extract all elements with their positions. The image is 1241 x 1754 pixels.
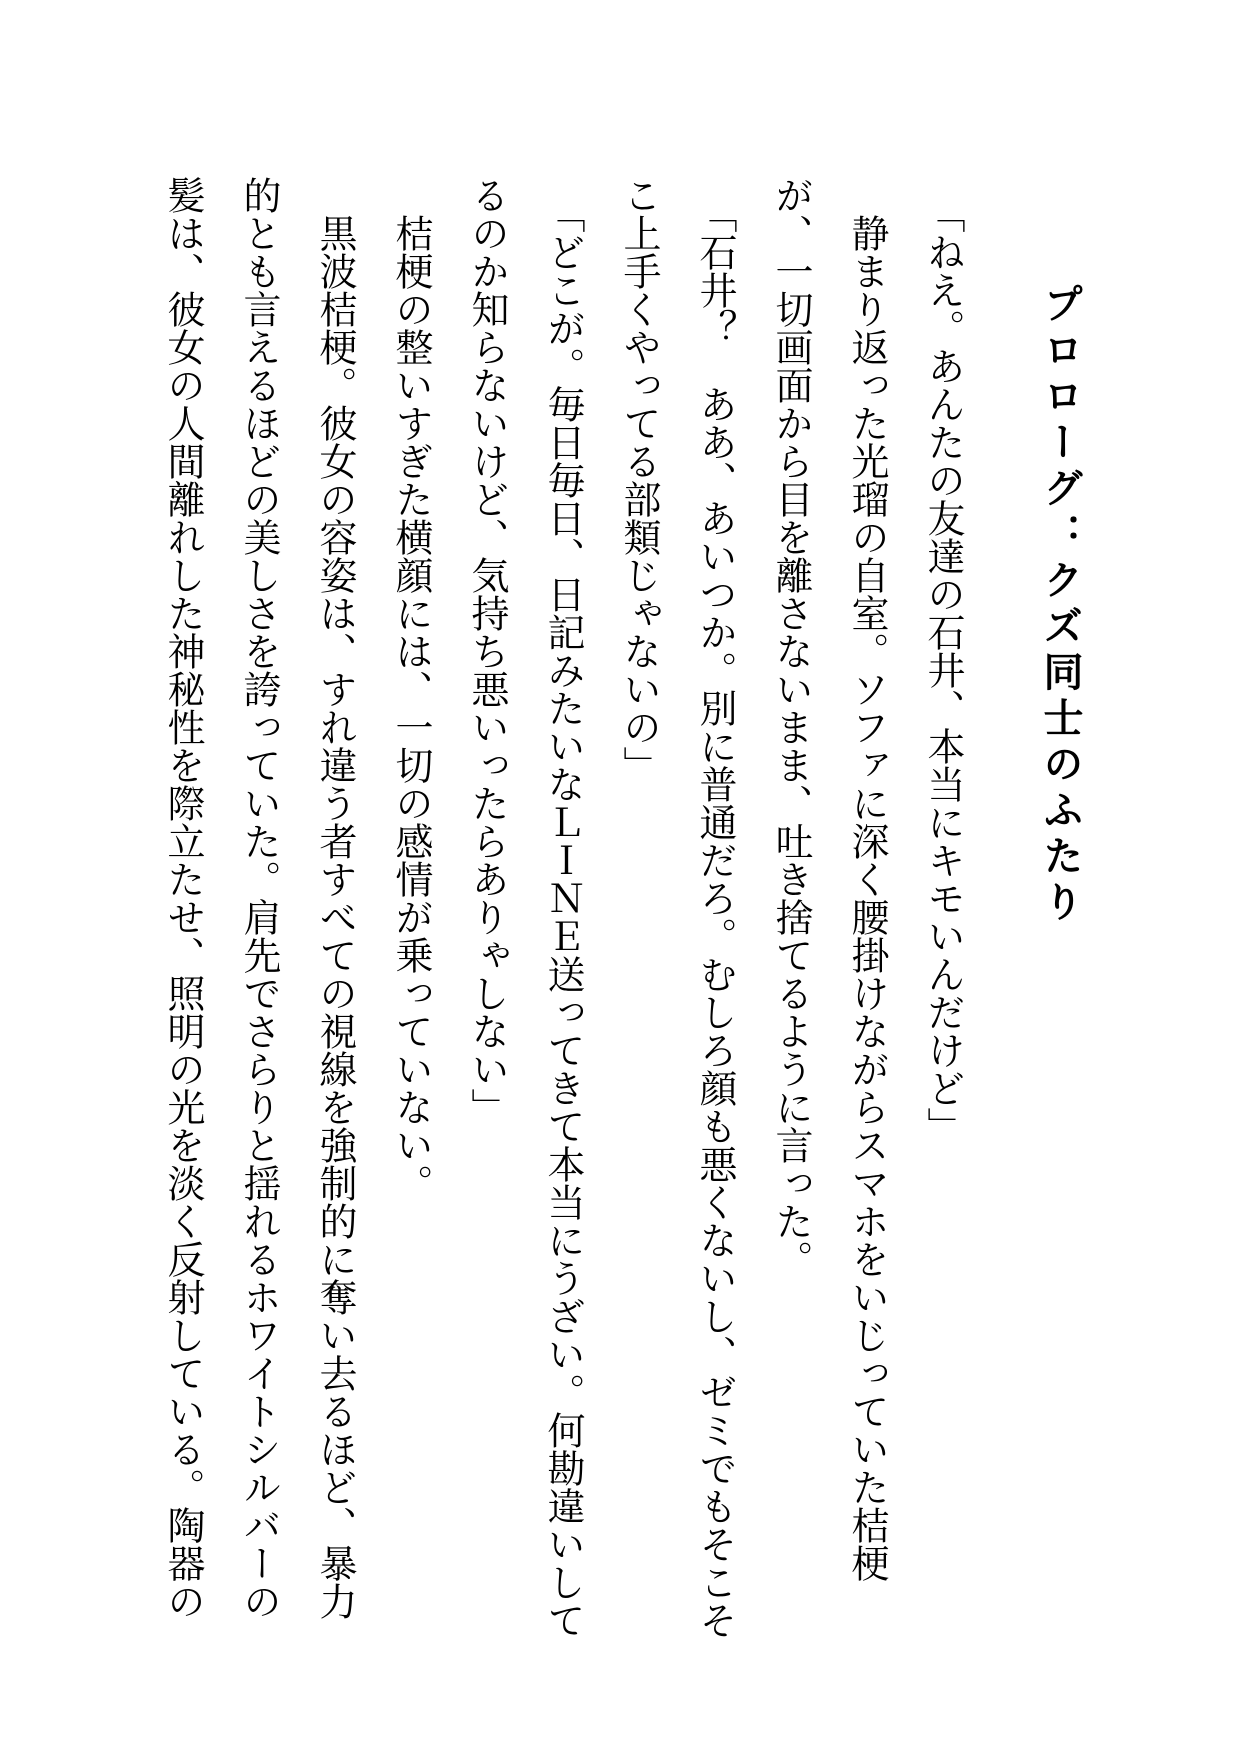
text-column: が、一切画面から目を離さないまま、吐き捨てるように言った。 — [769, 176, 811, 1278]
vertical-text-block — [144, 0, 1083, 1754]
text-column: 「どこが。毎日毎日、日記みたいなＬＩＮＥ送ってきて本当にうざい。何勘違いして — [541, 195, 583, 1639]
text-column: 的とも言えるほどの美しさを誇っていた。肩先でさらりと揺れるホワイトシルバーの — [237, 176, 279, 1620]
text-column: 「石井？ ああ、あいつか。別に普通だろ。むしろ顔も悪くないし、ゼミでもそこそ — [693, 195, 735, 1639]
text-column: こ上手くやってる部類じゃないの」 — [617, 176, 659, 784]
chapter-title: プロローグ：クズ同士のふたり — [1038, 283, 1083, 927]
text-column: 静まり返った光瑠の自室。ソファに深く腰掛けながらスマホをいじっていた桔梗 — [845, 214, 887, 1582]
text-column: 「ねえ。あんたの友達の石井、本当にキモいんだけど」 — [921, 195, 963, 1145]
text-column: 黒波桔梗。彼女の容姿は、すれ違う者すべての視線を強制的に奪い去るほど、暴力 — [313, 214, 355, 1620]
text-column: 髪は、彼女の人間離れした神秘性を際立たせ、照明の光を淡く反射している。陶器の — [161, 176, 203, 1620]
text-column: るのか知らないけど、気持ち悪いったらありゃしない」 — [465, 176, 507, 1126]
text-column: 桔梗の整いすぎた横顔には、一切の感情が乗っていない。 — [389, 214, 431, 1202]
